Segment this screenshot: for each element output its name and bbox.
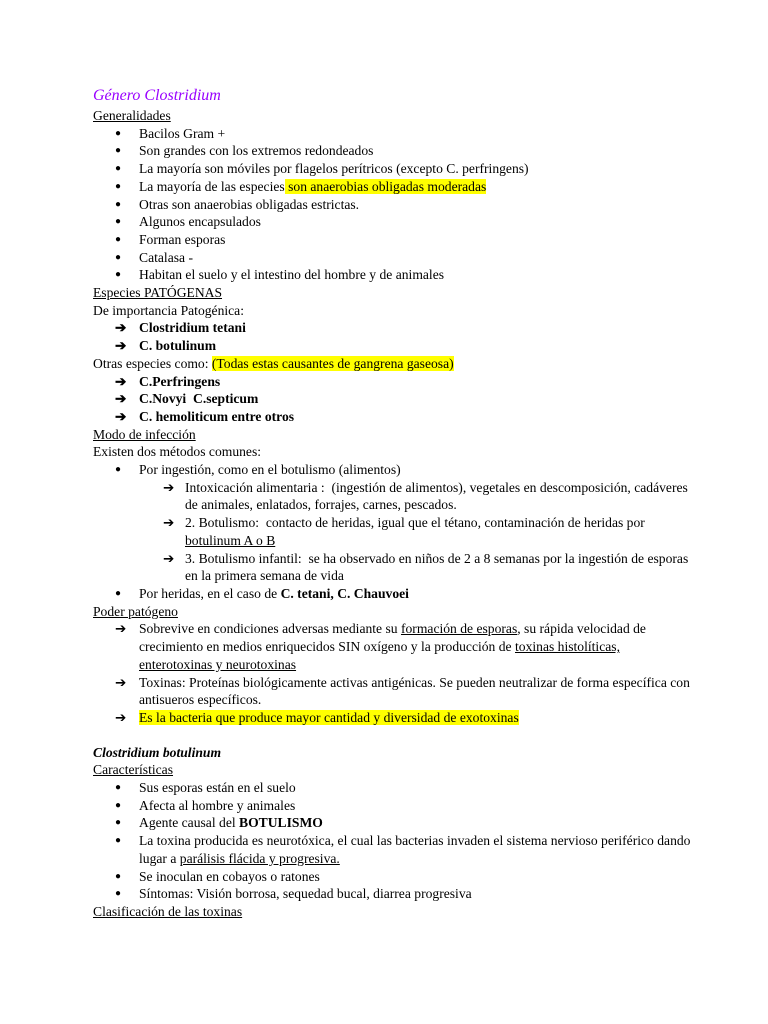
highlighted-text: Es la bacteria que produce mayor cantidad y diversidad de exotoxinas [139, 709, 519, 725]
list-item [93, 585, 693, 603]
heading-poder-patogeno: Poder patógeno [93, 603, 178, 619]
list-item: ● Son grandes con los extremos redondeados [93, 142, 693, 160]
sub-list-item: ➔ Intoxicación alimentaria : (ingestión de alimentos), vegetales en descomposición, cadáveres de animales, enlatados, forrajes, carnes, pescados. [93, 479, 693, 514]
sub-list-item: ➔ 3. Botulismo infantil: se ha observado en niños de 2 a 8 semanas por la ingestión de esporas en la primera semana de vida [93, 550, 693, 585]
list-item [93, 178, 693, 196]
underlined-text: parálisis flácida y progresiva. [179, 850, 340, 866]
list-item [93, 709, 693, 727]
list-item-text: La mayoría de las especies [139, 178, 285, 194]
bold-text: BOTULISMO [239, 815, 323, 831]
list-item-text: , su rápida velocidad de crecimiento en medios enriquecidos SIN oxígeno y la producción de [139, 621, 646, 655]
list-item: ➔ C. botulinum [93, 337, 693, 355]
list-item-text: La toxina producida es neurotóxica, el cual las bacterias invaden el sistema nervioso periférico dando lugar a [139, 833, 691, 866]
document-title: Género Clostridium [93, 87, 221, 104]
underlined-text: formación de esporas [400, 621, 518, 637]
highlighted-text: (Todas estas causantes de gangrena gaseosa) [211, 355, 454, 371]
heading-generalidades: Generalidades [93, 108, 171, 123]
list-item: ● La mayoría son móviles por flagelos perítricos (excepto C. perfringens) [93, 160, 693, 178]
list-item: ● Bacilos Gram + [93, 125, 693, 143]
heading-caracteristicas: Características [93, 762, 174, 778]
list-item: ➔ C. hemoliticum entre otros [93, 408, 693, 426]
section-title: Clostridium botulinum [93, 744, 222, 760]
list-item: ➔ C.Perfringens [93, 373, 693, 391]
list-item: ● Por ingestión, como en el botulismo (alimentos) [93, 461, 693, 479]
highlighted-text: son anaerobias obligadas moderadas [284, 178, 487, 194]
list-item: ● Sus esporas están en el suelo [93, 779, 693, 797]
list-item: ➔ Clostridium tetani [93, 319, 693, 337]
list-item: ● Síntomas: Visión borrosa, sequedad bucal, diarrea progresiva [93, 885, 693, 903]
list-item: ● Otras son anaerobias obligadas estrictas. [93, 196, 693, 214]
list-item: ● Catalasa - [93, 249, 693, 267]
underlined-text: botulinum A o B [185, 532, 276, 548]
underlined-text: toxinas histolíticas, enterotoxinas y neurotoxinas [139, 639, 620, 672]
paragraph: Existen dos métodos comunes: [93, 444, 262, 460]
list-item: ● Algunos encapsulados [93, 213, 693, 231]
list-item: ● Se inoculan en cobayos o ratones [93, 868, 693, 886]
sub-list-item [93, 514, 693, 549]
list-item-text: Agente causal del [139, 815, 240, 831]
paragraph [93, 355, 693, 373]
list-item-text: Sobrevive en condiciones adversas mediante su [139, 621, 401, 637]
paragraph: De importancia Patogénica: [93, 302, 244, 318]
list-item: ● Forman esporas [93, 231, 693, 249]
heading-especies: Especies PATÓGENAS [93, 285, 223, 301]
bold-text: C. tetani, C. Chauvoei [280, 585, 409, 601]
heading-modo-infeccion: Modo de infección [93, 426, 196, 442]
document-page [93, 86, 693, 921]
list-item [93, 832, 693, 867]
spacer [93, 727, 693, 744]
list-item: ➔ C.Novyi C.septicum [93, 390, 693, 408]
paragraph-text: Otras especies como: [93, 355, 212, 371]
sub-list-item-text: 2. Botulismo: contacto de heridas, igual que el tétano, contaminación de heridas por [185, 515, 649, 531]
list-item: ● Habitan el suelo y el intestino del hombre y de animales [93, 266, 693, 284]
list-item-text: Por heridas, en el caso de [139, 585, 281, 601]
list-item: ➔ Toxinas: Proteínas biológicamente activas antigénicas. Se pueden neutralizar de forma específica con antisueros específicos. [93, 674, 693, 709]
heading-clasificacion: Clasificación de las toxinas [93, 903, 243, 919]
list-item: ● Afecta al hombre y animales [93, 797, 693, 815]
list-item [93, 814, 693, 832]
list-item [93, 620, 693, 673]
